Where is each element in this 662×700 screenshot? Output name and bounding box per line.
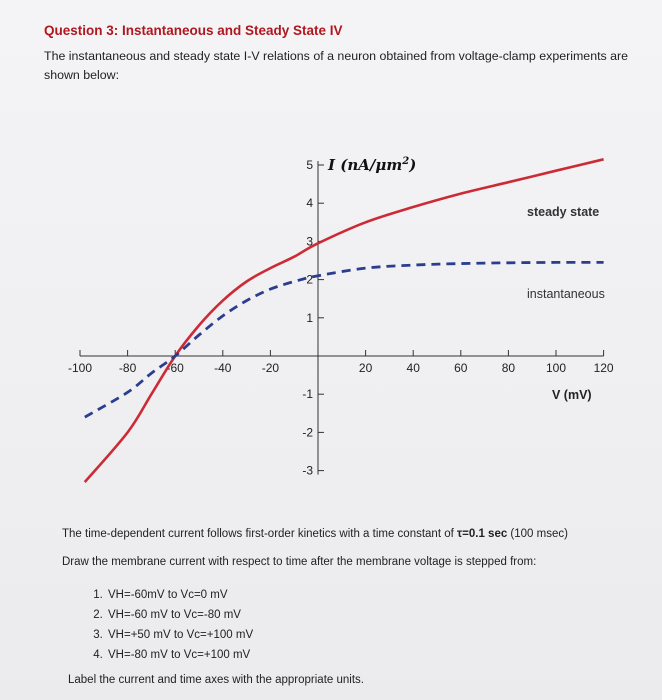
y-tick-label: 3 — [306, 234, 313, 249]
x-tick-label: 80 — [501, 361, 516, 375]
draw-instruction: Draw the membrane current with respect to time after the membrane voltage is stepped from: — [62, 556, 537, 568]
step-list — [82, 585, 253, 665]
kinetics-text: The time-dependent current follows first-order kinetics with a time constant of τ=0.1 sec (100 msec) — [62, 528, 568, 540]
x-tick-label: 60 — [454, 361, 468, 375]
x-tick-label: 40 — [406, 361, 420, 375]
y-tick-label: 5 — [306, 158, 313, 172]
y-tick-label: -1 — [302, 387, 313, 402]
x-tick-label: 120 — [593, 361, 614, 375]
label-axes-instruction: Label the current and time axes with the appropriate units. — [68, 674, 364, 686]
y-tick-label: 2 — [306, 272, 313, 287]
chart-series — [85, 159, 604, 482]
chart-axes — [80, 161, 604, 475]
intro-text: The instantaneous and steady state I-V relations of a neuron obtained from voltage-clamp experiments are shown below: — [44, 49, 629, 82]
x-tick-label: -80 — [118, 361, 137, 375]
steady-state-curve — [85, 159, 604, 482]
x-tick-label: 20 — [358, 361, 373, 375]
step-item-4: 4. VH=-80 mV to Vc=+100 mV — [106, 645, 253, 665]
y-tick-label: 1 — [306, 310, 313, 325]
x-tick-label: -100 — [67, 361, 93, 375]
legend-steady-state: steady state — [527, 205, 600, 219]
x-tick-label: -20 — [261, 361, 280, 375]
legend-instantaneous: instantaneous — [527, 287, 605, 301]
step-item-3: 3. VH=+50 mV to Vc=+100 mV — [106, 625, 253, 645]
y-tick-label: -2 — [302, 425, 313, 440]
y-tick-label: 4 — [306, 196, 313, 211]
x-tick-label: 100 — [545, 361, 567, 375]
tau-value: τ=0.1 sec — [457, 528, 508, 540]
instantaneous-curve — [85, 262, 604, 417]
y-tick-label: -3 — [302, 463, 313, 478]
x-tick-label: -60 — [166, 361, 184, 375]
step-item-2: 2. VH=-60 mV to Vc=-80 mV — [106, 605, 253, 625]
step-item-1: 1. VH=-60mV to Vc=0 mV — [106, 585, 253, 605]
y-axis-label: I $(nA/\mu m^2)$ — [328, 156, 417, 174]
x-axis-label: V (mV) — [552, 388, 592, 402]
question-title: Question 3: Instantaneous and Steady State IV — [44, 23, 343, 38]
x-tick-label: -40 — [214, 361, 232, 375]
